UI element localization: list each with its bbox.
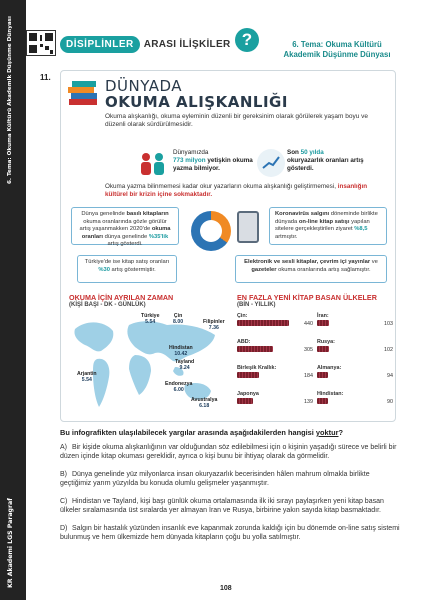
option-d[interactable] <box>60 524 400 542</box>
map-pin-value: 5.54 <box>145 319 156 325</box>
map-pin-value: 10.42 <box>174 351 188 357</box>
map-pin-value: 9.24 <box>179 365 190 371</box>
box1-post: dünya genelinde <box>104 233 148 240</box>
theme-title <box>252 40 422 60</box>
mid-text-red: insanlığın kültürel bir krizin içine sokmaktadır. <box>105 183 368 198</box>
map-pin-value: 8.00 <box>173 319 184 325</box>
map-pin-country: Türkiye <box>141 313 160 319</box>
bar-country: Rusya: <box>317 339 335 345</box>
question-mark-icon: ? <box>235 28 259 52</box>
bar-value: 184 <box>304 373 313 379</box>
option-b[interactable] <box>60 470 400 488</box>
illiteracy-stat <box>139 149 259 181</box>
map-pin-country: Filipinler <box>203 319 225 325</box>
map-pin-value: 6.18 <box>199 403 210 409</box>
stat-left-post: yetişkin okuma yazma bilmiyor. <box>173 157 253 172</box>
box3-end: artış göstermiştir. <box>111 266 156 273</box>
map-pin-value: 7.36 <box>208 325 219 331</box>
map-pin <box>175 359 194 371</box>
bar-country: ABD: <box>237 339 251 345</box>
option-letter: A) <box>60 444 67 451</box>
map-pin <box>77 371 97 383</box>
question-end: ? <box>338 428 344 437</box>
online-sales-box <box>269 207 387 245</box>
bar-fill <box>237 372 259 378</box>
bar-fill <box>237 346 273 352</box>
map-pin <box>141 313 159 325</box>
question-number: 11. <box>40 73 51 82</box>
bar-fill <box>317 398 328 404</box>
bar-country: Çin: <box>237 313 248 319</box>
printed-books-box <box>71 207 179 245</box>
literacy-stat <box>257 149 387 181</box>
bar-country: Hindistan: <box>317 391 344 397</box>
book-publishing-subtitle: (BİN - YILLIK) <box>237 302 276 308</box>
map-pin-country: Avustralya <box>191 397 218 403</box>
map-pin-value: 5.54 <box>81 377 92 383</box>
box4-bold2: gazeteler <box>251 266 277 273</box>
box2-bold1: Koronavirüs salgını <box>275 211 330 217</box>
infographic-title-line-2: OKUMA ALIŞKANLIĞI <box>105 93 288 111</box>
ebooks-box <box>235 255 387 283</box>
theme-line-1: 6. Tema: Okuma Kültürü <box>292 40 382 49</box>
bar-row <box>317 365 393 378</box>
bar-value: 94 <box>387 373 393 379</box>
book-publishing-title: EN FAZLA YENİ KİTAP BASAN ÜLKELER <box>237 293 377 302</box>
option-text: Salgın bir hastalık yüzünden insanlık eve kapanmak zorunda kaldığı için bu dönemde on-line satış sistemi bulunmuş ve hem ülkemizde hem dünyada kitapların çoğu bu yolla satılmıştır. <box>60 525 400 542</box>
bar-row <box>317 339 393 352</box>
bar-value: 102 <box>384 347 393 353</box>
people-icon <box>139 151 167 177</box>
turkey-sales-box <box>77 255 177 283</box>
box3-pre: Türkiye'de ise kitap satış oranları <box>84 259 170 265</box>
option-a[interactable] <box>60 443 400 461</box>
bar-row <box>317 313 393 326</box>
map-pin-country: Hindistan <box>169 345 193 351</box>
book-publishing-chart <box>237 311 391 417</box>
theme-line-2: Akademik Düşünme Dünyası <box>283 50 391 59</box>
question-text: Bu infografikten ulaşılabilecek yargılar arasında aşağıdakilerden hangisi <box>60 428 314 437</box>
sidebar-publisher-text: KR Akademi LGS Paragraf <box>7 498 14 588</box>
infographic-title-line-1: DÜNYADA <box>105 77 183 95</box>
box3-pct: %30 <box>98 266 110 273</box>
map-pin <box>169 345 193 357</box>
map-pin <box>203 319 225 331</box>
bar-country: Birleşik Krallık: <box>237 365 277 371</box>
stat-left-pre: Dünyamızda <box>173 149 209 156</box>
map-pin-value: 6.00 <box>173 387 184 393</box>
bar-country: Japonya <box>237 391 259 397</box>
box1-bold1: basılı kitapların <box>126 211 169 217</box>
option-text: Bir kişide okuma alışkanlığının var olduğundan söz edilebilmesi için o kişinin yaşadığı sürece ve belirli bir düzen içinde kitap okuması gereklidir, ayrıca o kişi bunu bir ihtiyaç olarak da görmelidir. <box>60 444 397 461</box>
stat-right-value: 50 yılda <box>300 149 324 156</box>
left-sidebar <box>0 0 26 600</box>
option-letter: D) <box>60 525 68 532</box>
bar-fill <box>317 320 329 326</box>
box2-pct: %8,5 <box>354 226 368 232</box>
bar-value: 103 <box>384 321 393 327</box>
map-pin-country: Arjantin <box>77 371 97 377</box>
bar-country: İran: <box>317 313 329 319</box>
bar-value: 139 <box>304 399 313 405</box>
box1-bold2: okuma oranları <box>81 226 171 240</box>
bar-row <box>317 391 393 404</box>
bar-value: 305 <box>304 347 313 353</box>
box1-end: artış gösterdi. <box>107 241 143 247</box>
bar-value: 440 <box>304 321 313 327</box>
stat-right-pre: Son <box>287 149 299 156</box>
map-pin-country: Çin <box>173 313 183 319</box>
stat-left-value: 773 milyon <box>173 157 206 164</box>
stat-right-post: okuryazarlık oranları artış gösterdi. <box>287 157 364 172</box>
option-text: Dünya genelinde yüz milyonlarca insan okuryazarlık becerisinden hâlen mahrum olmakla birlikte geçtiğimiz yarım yüzyılda bu konuda olumlu gelişmeler yaşanmıştır. <box>60 471 370 488</box>
bar-row <box>237 313 313 326</box>
map-pin <box>191 397 217 409</box>
box4-end: okuma oranlarında artış sağlamıştır. <box>278 266 371 273</box>
option-letter: C) <box>60 498 68 505</box>
infographic-intro: Okuma alışkanlığı, okuma eyleminin düzenli bir gereksinim olarak görülerek yaşam boyu ve düzenli olarak sürdürülmesidir. <box>105 113 369 128</box>
sidebar-theme-text: 6. Tema: Okuma Kültürü Akademik Düşünme Dünyası <box>7 16 13 184</box>
map-pin-country: Endonezya <box>165 381 193 387</box>
ereader-icon <box>237 211 259 243</box>
mid-text <box>105 183 391 199</box>
bar-row <box>237 365 313 378</box>
bar-fill <box>317 346 329 352</box>
mid-text-pre: Okuma yazma bilinmemesi kadar okur yazarların okuma alışkanlığı geliştirmemesi, <box>105 183 336 190</box>
chart-up-icon <box>257 149 285 177</box>
box4-bold1: Elektronik ve sesli kitaplar, çevrim içi yayınlar <box>244 259 371 265</box>
box4-mid: ve <box>371 259 378 265</box>
infographic <box>60 70 396 422</box>
world-map <box>67 311 227 417</box>
bar-fill <box>317 372 328 378</box>
box2-bold2: on-line kitap satışı <box>298 218 350 225</box>
bar-row <box>237 339 313 352</box>
map-pin-country: Tayland <box>175 359 195 365</box>
bar-row <box>237 391 313 404</box>
map-pin <box>165 381 192 393</box>
box1-pre: Dünya genelinde <box>81 211 125 217</box>
box1-pct: %35'lik <box>148 233 169 240</box>
option-text: Hindistan ve Tayland, kişi başı günlük okuma ortalamasında ilk iki sırayı paylaşırken yeni kitap basan ülkeler sıralamasında üst sıralarda yer almayan İran ve Rusya, birbirine yakın sayıda kitap basmaktadır. <box>60 498 384 515</box>
reading-time-subtitle: (KİŞİ BAŞI - DK - GÜNLÜK) <box>69 302 146 308</box>
percentage-donut <box>191 211 231 251</box>
qr-code-icon[interactable] <box>26 30 56 56</box>
box2-post: yapılan sitelere gerçekleştirilen ziyaret <box>275 218 370 232</box>
box2-end: artmıştır. <box>275 233 298 240</box>
question-underlined: yoktur <box>315 428 339 437</box>
brand-pill: DİSİPLİNLER <box>60 36 140 53</box>
bar-country: Almanya: <box>317 365 342 371</box>
map-pin <box>173 313 183 325</box>
box2-mid: döneminde birlikte dünyada <box>275 211 378 225</box>
question-stem <box>60 428 400 437</box>
bar-value: 90 <box>387 399 393 405</box>
box1-mid: okuma oranlarında gözle görülür artış yaşanmakken 2020'de <box>79 218 167 232</box>
brand-logo <box>60 34 230 54</box>
books-stack-icon <box>67 79 101 107</box>
bar-fill <box>237 320 289 326</box>
page-number: 108 <box>220 585 232 592</box>
bar-fill <box>237 398 253 404</box>
option-letter: B) <box>60 471 67 478</box>
brand-rest: ARASI İLİŞKİLER <box>143 38 231 50</box>
reading-time-title: OKUMA İÇİN AYRILAN ZAMAN <box>69 293 174 302</box>
option-c[interactable] <box>60 497 400 515</box>
